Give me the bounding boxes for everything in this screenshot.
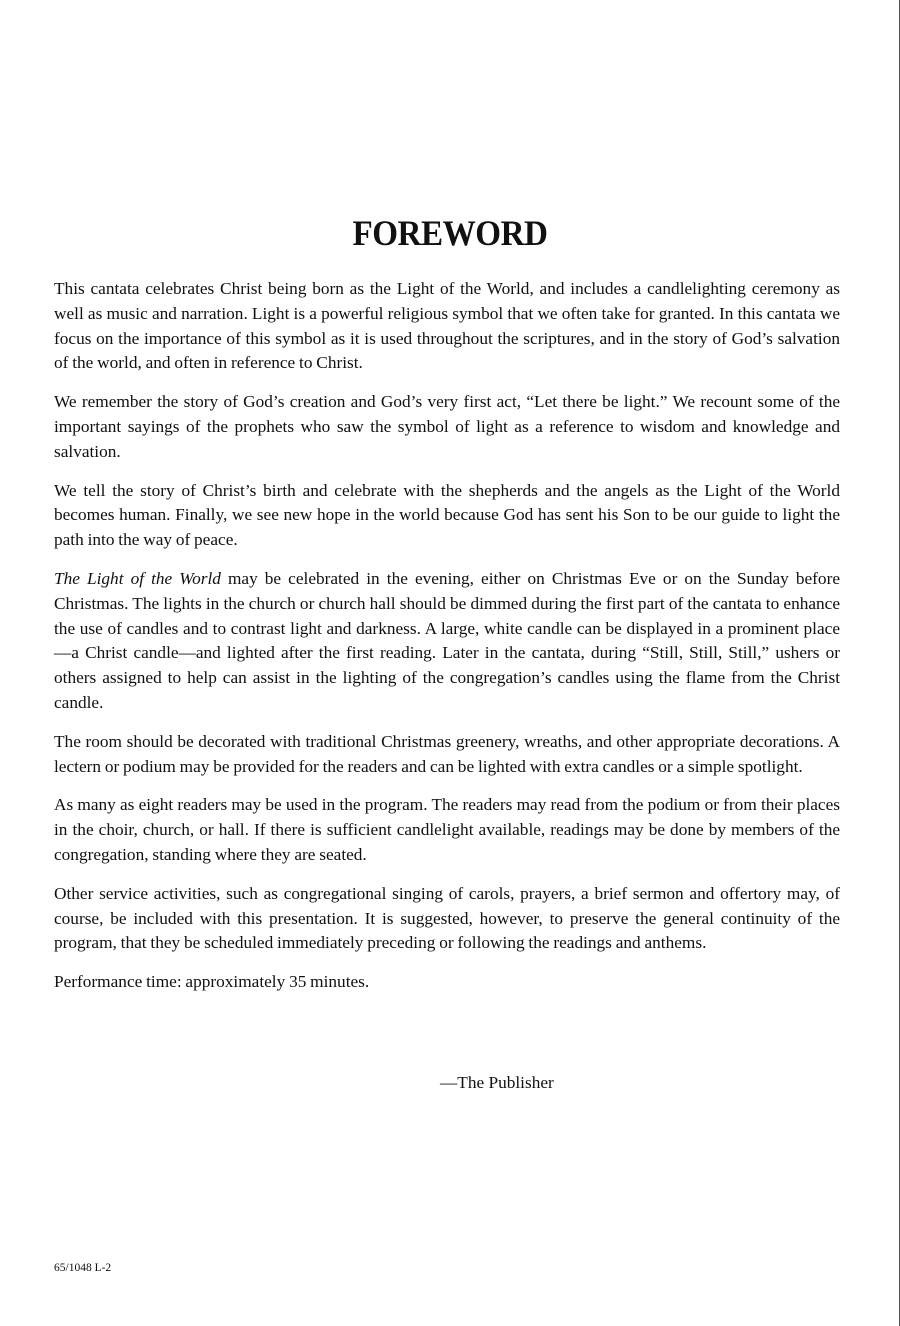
- cantata-title-italic: The Light of the World: [54, 568, 221, 588]
- catalog-code: 65/1048 L-2: [54, 1262, 112, 1274]
- paragraph-text: This cantata celebrates Christ being born as the Light of the World, and includes a candlelighting ceremony as well as music and narration. Light is a powerful religious symbol that we often take for granted. In this cantata we focus on the importance of this symbol as it is used throughout the scriptures, and in the story of God’s salvation of the world, and often in reference to Christ.: [54, 279, 840, 373]
- paragraph-birth: [54, 479, 840, 553]
- paragraph-creation: [54, 390, 840, 464]
- paragraph-performance-time: [54, 970, 840, 995]
- paragraph-decoration: [54, 730, 840, 780]
- paragraph-text: As many as eight readers may be used in the program. The readers may read from the podium or from their places in the choir, church, or hall. If there is sufficient candlelight available, readings may be done by members of the congregation, standing where they are seated.: [54, 795, 840, 864]
- paragraph-text: may be celebrated in the evening, either on Christmas Eve or on the Sunday before Christmas. The lights in the church or church hall should be dimmed during the first part of the cantata to enhance the use of candles and to contrast light and darkness. A large, white candle can be displayed in a prominent place—a Christ candle—and lighted after the first reading. Later in the cantata, during “Still, Still, Still,” ushers or others assigned to help can assist in the lighting of the congregation’s candles using the flame from the Christ candle.: [54, 568, 840, 712]
- paragraph-activities: [54, 882, 840, 956]
- paragraph-intro: [54, 277, 840, 376]
- paragraph-text: We tell the story of Christ’s birth and celebrate with the shepherds and the angels as the Light of the World becomes human. Finally, we see new hope in the world because God has sent his Son to be our guide to light the path into the way of peace.: [54, 480, 840, 550]
- paragraph-text: We remember the story of God’s creation and God’s very first act, “Let there be light.” We recount some of the important sayings of the prophets who saw the symbol of light as a reference to wisdom and knowledge and salvation.: [54, 392, 840, 461]
- paragraph-text: Other service activities, such as congregational singing of carols, prayers, a brief sermon and offertory may, of course, be included with this presentation. It is suggested, however, to preserve the general continuity of the program, that they be scheduled immediately preceding or following the readings and anthems.: [54, 883, 840, 953]
- paragraph-readers: [54, 793, 840, 867]
- paragraph-text: The room should be decorated with traditional Christmas greenery, wreaths, and other appropriate decorations. A lectern or podium may be provided for the readers and can be lighted with extra candles or a simple spotlight.: [54, 731, 840, 776]
- foreword-body: [54, 277, 840, 1009]
- paragraph-text: Performance time: approximately 35 minutes.: [54, 972, 370, 992]
- publisher-signature: —The Publisher: [440, 1073, 554, 1092]
- page-title: FOREWORD: [352, 213, 548, 253]
- paragraph-celebration: [54, 567, 840, 716]
